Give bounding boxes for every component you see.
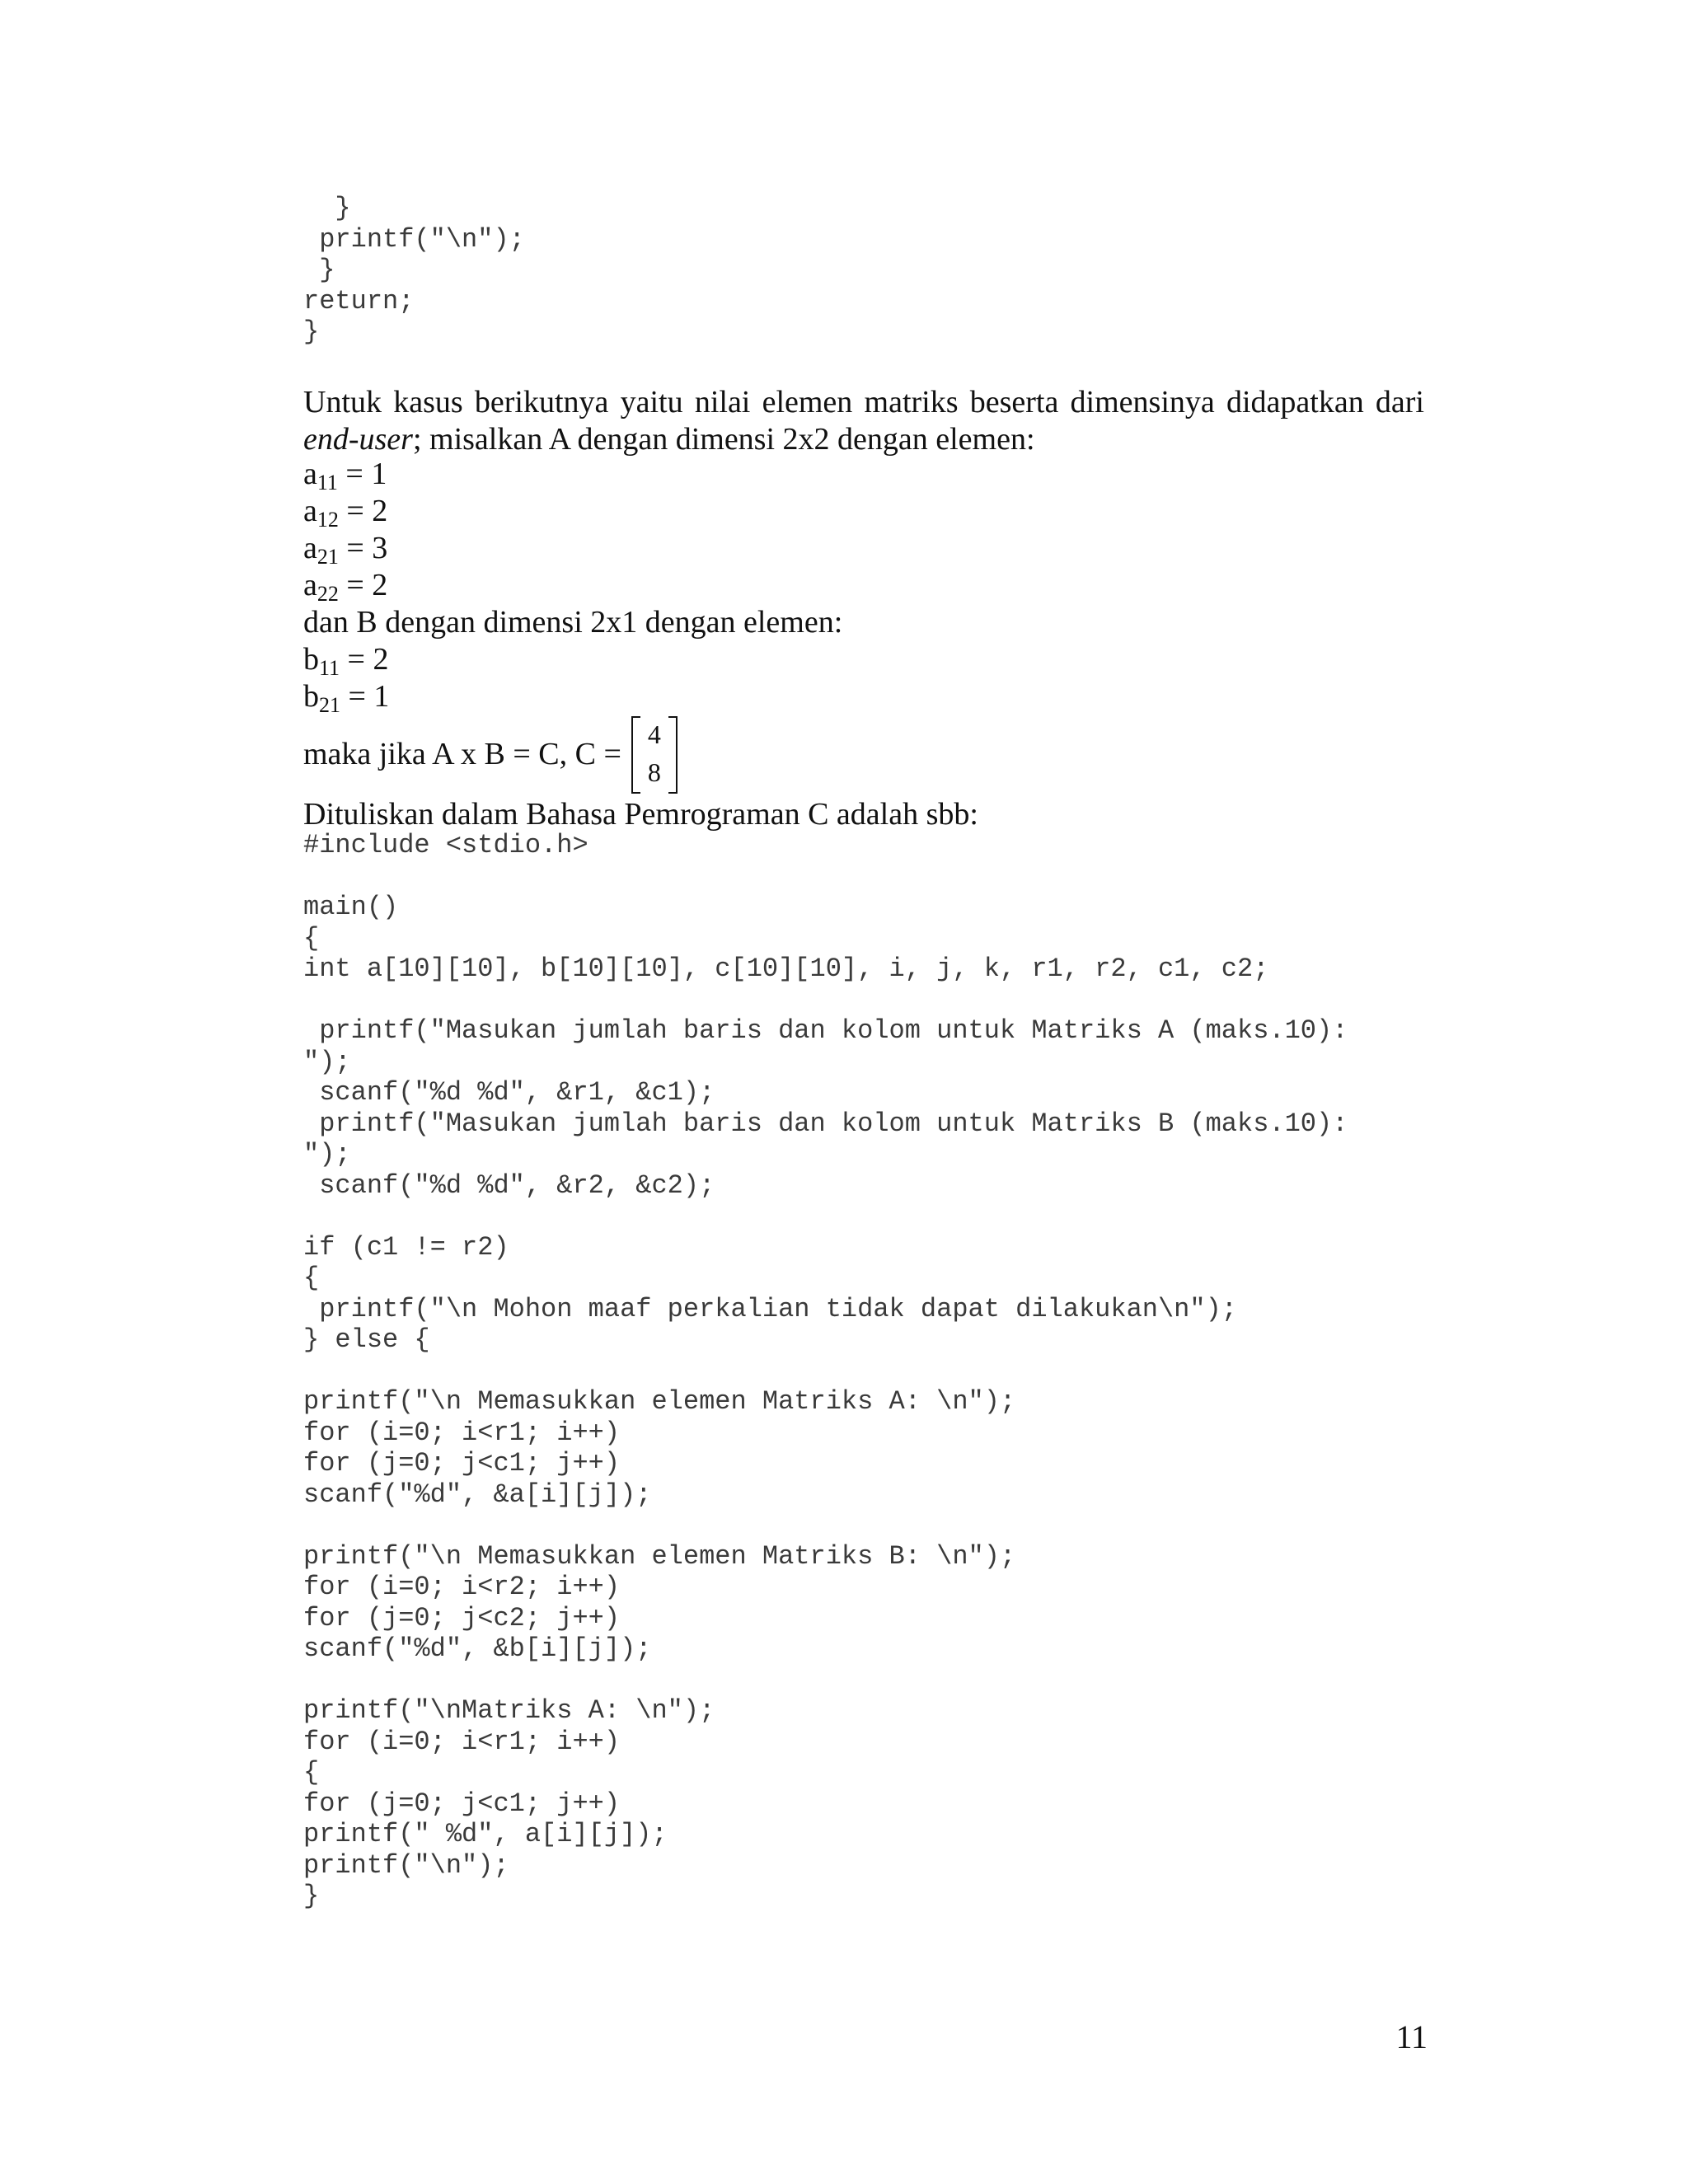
element-a12 (303, 493, 1424, 530)
code-line: "); (303, 1046, 351, 1077)
element-var: a (303, 568, 317, 602)
result-equation (303, 715, 678, 793)
element-subscript: 21 (319, 693, 340, 717)
element-value: = 3 (338, 531, 388, 565)
matrix-value: 4 (647, 719, 661, 749)
element-a11 (303, 456, 1424, 493)
code-line: return; (303, 285, 415, 316)
code-line: { (303, 922, 320, 954)
code-line: for (i=0; i<r1; i++) (303, 1726, 621, 1757)
dan-b-line: dan B dengan dimensi 2x1 dengan elemen: (303, 605, 843, 640)
intro-text: Untuk kasus berikutnya yaitu nilai elemen matriks beserta dimensinya didapatkan dari (303, 385, 1424, 419)
code-line (303, 861, 1348, 893)
code-line: #include <stdio.h> (303, 830, 588, 860)
element-b11 (303, 641, 1424, 678)
code-block-top (303, 193, 525, 348)
code-line: printf("\n Memasukkan elemen Matriks A: \n"); (303, 1386, 1016, 1417)
code-line: printf("\n"); (303, 223, 525, 255)
code-line (303, 1510, 1348, 1541)
code-line: { (303, 1757, 320, 1788)
element-var: b (303, 642, 319, 677)
element-subscript: 21 (316, 545, 339, 569)
page-number: 11 (1395, 2018, 1428, 2055)
element-value: = 2 (340, 642, 389, 677)
element-subscript: 11 (319, 656, 340, 680)
code-line: for (j=0; j<c1; j++) (303, 1448, 621, 1479)
code-line: for (j=0; j<c2; j++) (303, 1602, 621, 1633)
code-line: printf("\n"); (303, 1849, 509, 1881)
code-line (303, 1201, 1348, 1232)
code-line (303, 1665, 1348, 1696)
element-value: = 2 (338, 494, 388, 528)
code-line: if (c1 != r2) (303, 1231, 509, 1263)
code-line: scanf("%d", &a[i][j]); (303, 1479, 652, 1510)
code-line (303, 1356, 1348, 1387)
code-line: { (303, 1263, 320, 1293)
code-line: printf(" %d", a[i][j]); (303, 1819, 668, 1849)
code-line: int a[10][10], b[10][10], c[10][10], i, j, k, r1, r2, c1, c2; (303, 954, 1269, 984)
code-line: printf("\n Memasukkan elemen Matriks B: \n"); (303, 1540, 1016, 1572)
ditulis-line: Dituliskan dalam Bahasa Pemrograman C adalah sbb: (303, 797, 978, 832)
element-value: = 2 (338, 568, 388, 602)
intro-text-end: ; misalkan A dengan dimensi 2x2 dengan elemen: (412, 422, 1035, 457)
result-matrix (631, 716, 678, 792)
code-line: } (303, 316, 320, 347)
intro-italic-term: end-user (303, 422, 413, 457)
element-var: a (303, 494, 317, 528)
code-line: } (303, 1881, 320, 1911)
element-var: b (303, 679, 319, 714)
element-list (303, 456, 1424, 715)
code-line: } else { (303, 1324, 430, 1355)
code-line: printf("\n Mohon maaf perkalian tidak dapat dilakukan\n"); (303, 1293, 1237, 1324)
intro-paragraph (303, 384, 1424, 458)
code-line: printf("\nMatriks A: \n"); (303, 1695, 715, 1726)
result-prefix: maka jika A x B = C, C = (303, 737, 621, 771)
code-line: for (i=0; i<r2; i++) (303, 1572, 621, 1602)
element-subscript: 11 (316, 471, 338, 494)
code-line: for (j=0; j<c1; j++) (303, 1788, 621, 1819)
code-line: main() (303, 892, 399, 922)
code-line: printf("Masukan jumlah baris dan kolom untuk Matriks A (maks.10): (303, 1015, 1348, 1046)
code-line: "); (303, 1139, 351, 1169)
code-line: scanf("%d %d", &r2, &c2); (303, 1169, 715, 1201)
code-block-main (303, 830, 1348, 1912)
element-a22 (303, 567, 1424, 604)
code-line: scanf("%d %d", &r1, &c1); (303, 1077, 715, 1108)
element-var: a (303, 457, 317, 491)
element-value: = 1 (340, 679, 390, 714)
code-line: printf("Masukan jumlah baris dan kolom untuk Matriks B (maks.10): (303, 1108, 1348, 1139)
code-line: for (i=0; i<r1; i++) (303, 1417, 621, 1448)
code-line (303, 985, 1348, 1016)
code-line: } (303, 193, 351, 223)
element-var: a (303, 531, 317, 565)
element-b21 (303, 678, 1424, 715)
code-line: scanf("%d", &b[i][j]); (303, 1633, 652, 1664)
element-value: = 1 (337, 457, 387, 491)
element-a21 (303, 530, 1424, 567)
code-line: } (303, 255, 335, 285)
matrix-value: 8 (647, 757, 661, 787)
element-subscript: 22 (316, 582, 339, 606)
element-subscript: 12 (316, 508, 339, 532)
